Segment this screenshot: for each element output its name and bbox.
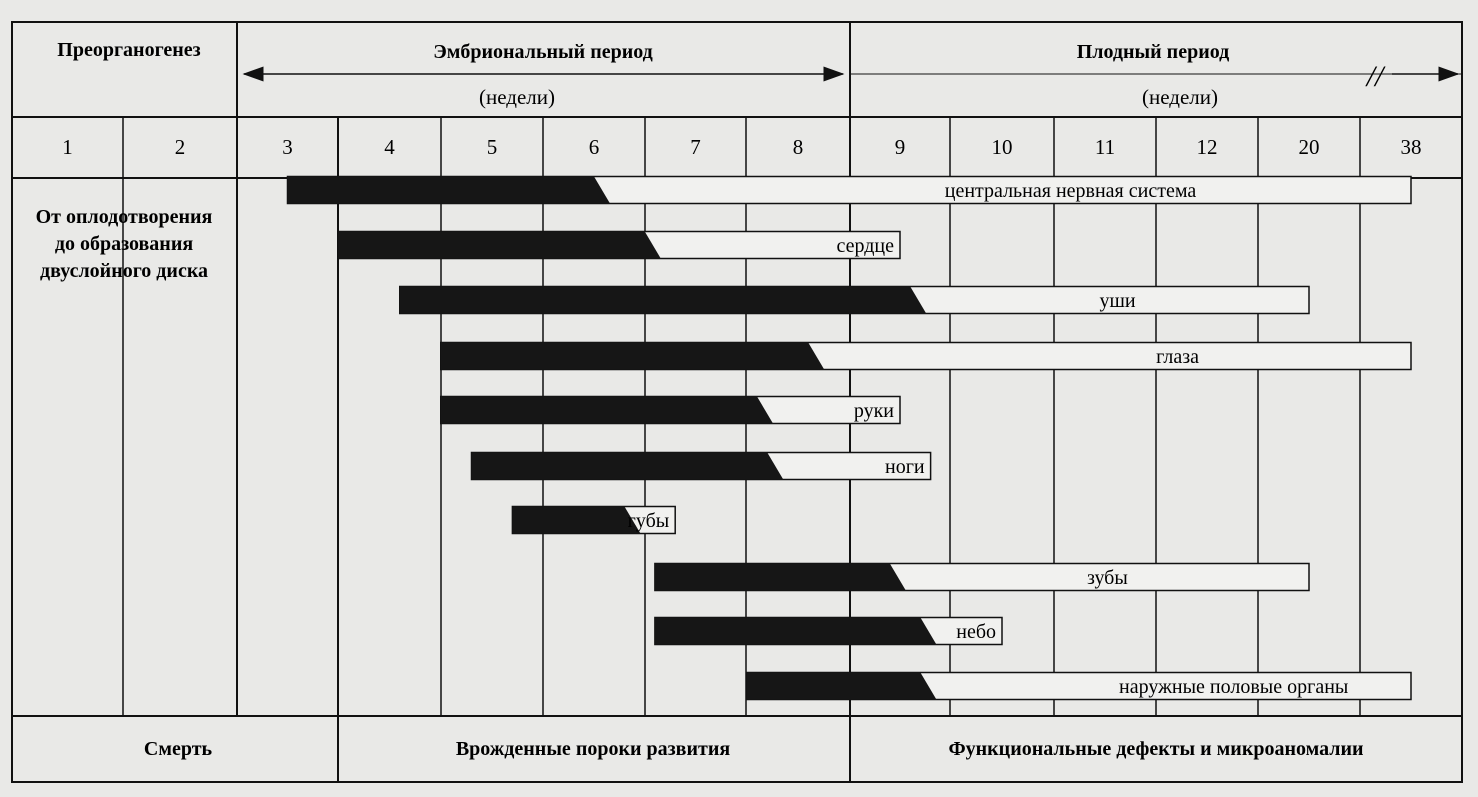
organ-bar-sensitive-period xyxy=(339,232,661,259)
fetal-period-label: Плодный период xyxy=(1076,41,1230,63)
organ-bar-sensitive-period xyxy=(747,673,937,700)
footer xyxy=(144,738,1364,760)
organ-label: сердце xyxy=(836,235,894,257)
embryonic-units-label: (недели) xyxy=(479,85,555,109)
week-label: 38 xyxy=(1400,135,1422,159)
organ-bar xyxy=(339,232,901,259)
footer-death: Смерть xyxy=(143,738,213,760)
organ-label: зубы xyxy=(1086,567,1128,589)
organ-label: глаза xyxy=(1156,346,1200,368)
organ-label: руки xyxy=(853,400,894,422)
organ-bar-sensitive-period xyxy=(655,564,906,591)
organ-bar xyxy=(747,673,1411,700)
organ-bar xyxy=(655,618,1002,645)
organ-label: уши xyxy=(1099,290,1136,312)
week-label: 4 xyxy=(384,135,395,159)
week-label: 11 xyxy=(1094,135,1116,159)
organ-label: небо xyxy=(956,621,996,643)
week-label: 5 xyxy=(486,135,498,159)
week-label: 6 xyxy=(588,135,600,159)
organ-label: наружные половые органы xyxy=(1119,676,1349,698)
week-label: 8 xyxy=(792,135,804,159)
left-note xyxy=(36,206,213,282)
footer-functional: Функциональные дефекты и микроаномалии xyxy=(948,738,1364,760)
organ-label: центральная нервная система xyxy=(944,180,1197,202)
organ-bar-sensitive-period xyxy=(288,177,611,204)
week-label: 2 xyxy=(174,135,186,159)
organ-bar-sensitive-period xyxy=(441,397,773,424)
week-label: 9 xyxy=(894,135,906,159)
organ-bar-sensitive-period xyxy=(441,343,824,370)
week-label: 12 xyxy=(1196,135,1218,159)
organ-label: ноги xyxy=(884,456,925,478)
organ-bar xyxy=(472,453,931,480)
organ-bar xyxy=(512,507,675,534)
embryonic-period-label: Эмбриональный период xyxy=(433,41,653,63)
organ-bar xyxy=(400,287,1309,314)
left-note-line-2: до образования xyxy=(54,233,194,255)
organ-bar-sensitive-period xyxy=(512,507,640,534)
organ-bar xyxy=(441,397,900,424)
fetal-units-label: (недели) xyxy=(1142,85,1218,109)
organ-bar xyxy=(288,177,1412,204)
preorganogenesis-label: Преорганогенез xyxy=(57,39,201,61)
footer-congenital: Врожденные пороки развития xyxy=(455,738,731,760)
organ-bar-sensitive-period xyxy=(472,453,784,480)
week-label: 3 xyxy=(282,135,293,159)
week-labels xyxy=(62,135,1421,159)
organ-bar xyxy=(441,343,1411,370)
left-note-line-3: двуслойного диска xyxy=(39,260,209,282)
left-note-line-1: От оплодотворения xyxy=(35,206,213,228)
organ-label: губы xyxy=(627,510,670,532)
week-label: 20 xyxy=(1298,135,1320,159)
week-label: 10 xyxy=(991,135,1013,159)
week-label: 1 xyxy=(62,135,73,159)
organ-bar-sensitive-period xyxy=(400,287,926,314)
week-label: 7 xyxy=(690,135,701,159)
organ-bar xyxy=(655,564,1309,591)
scale-break-mark: // xyxy=(1366,60,1384,93)
organ-bar-sensitive-period xyxy=(655,618,937,645)
